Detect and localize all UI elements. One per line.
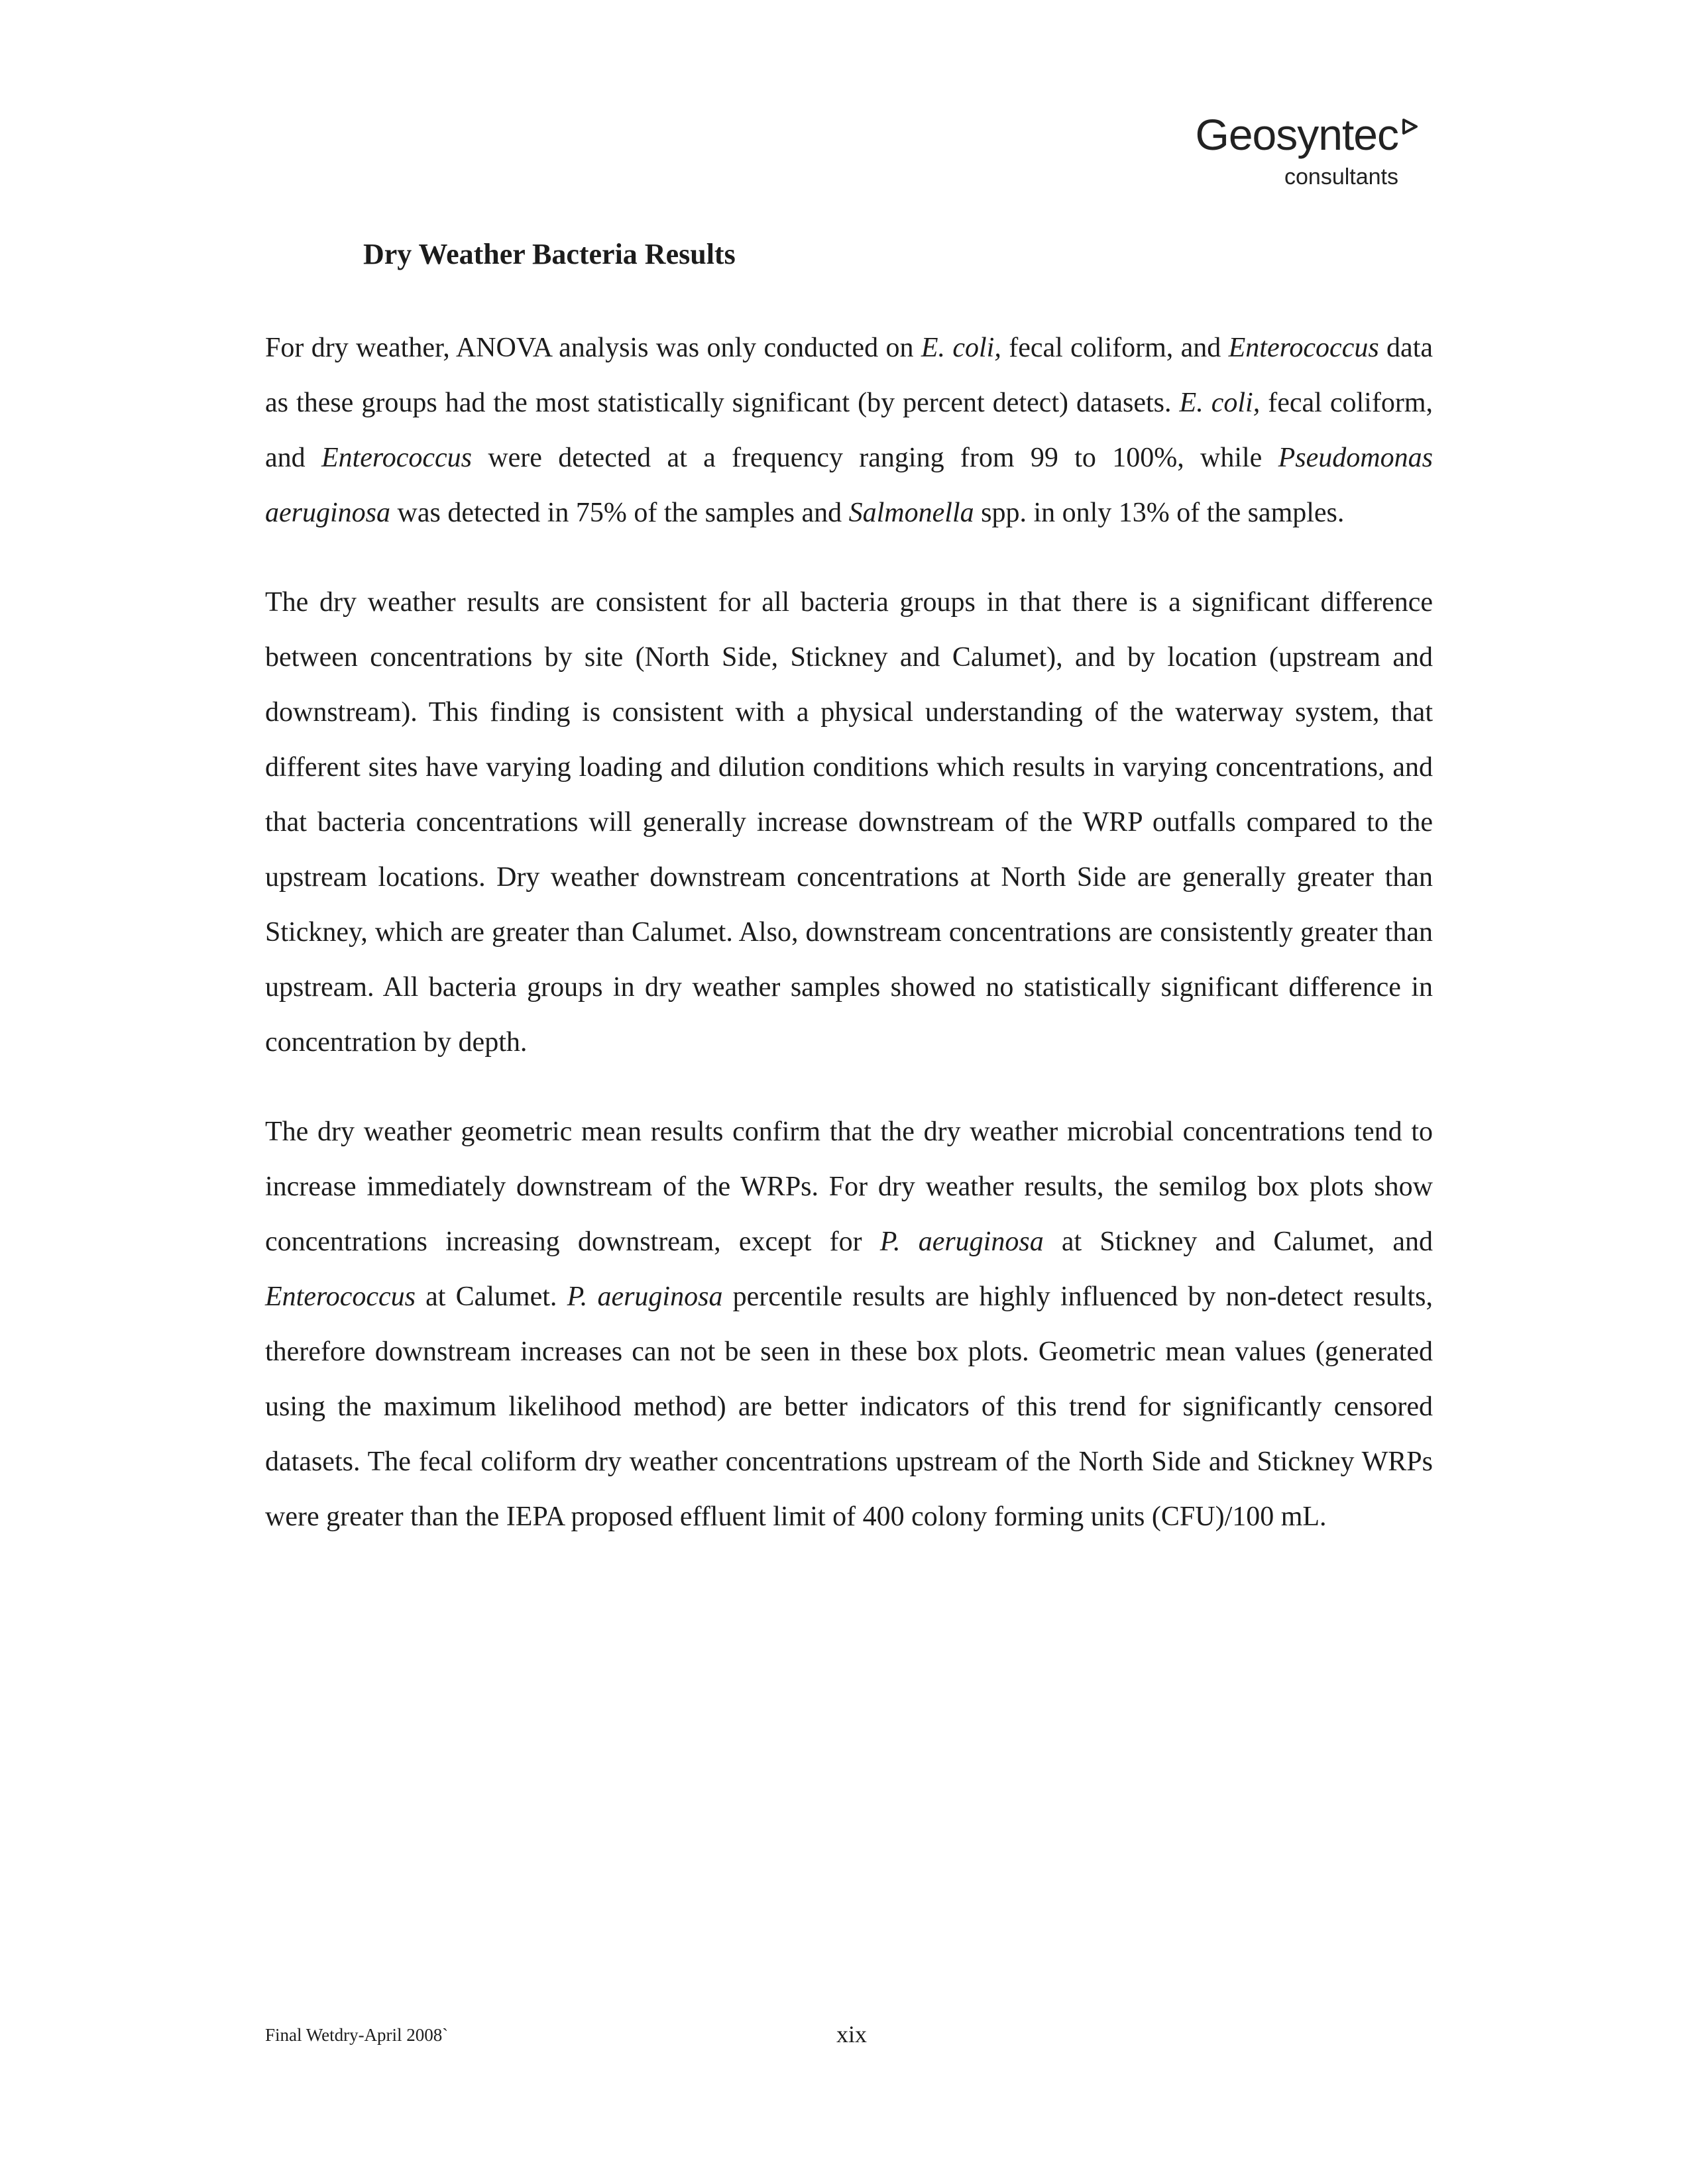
company-logo	[1193, 110, 1418, 205]
text-run: fecal coliform, and	[1001, 333, 1229, 363]
text-run: percentile results are highly influenced by non-detect results, therefore downstream increases can not be seen in these box plots. Geometric mean values (generated using the maximum likelihood method) are better indicators of this trend for significantly censored datasets. The fecal coliform dry weather concentrations upstream of the North Side and Stickney WRPs were greater than the IEPA proposed effluent limit of 400 colony forming units (CFU)/100 mL.	[265, 1282, 1434, 1532]
text-run: spp. in only 13% of the samples.	[974, 498, 1345, 528]
text-run: were detected at a frequency ranging from 99 to 100%, while	[472, 443, 1278, 473]
italic-term: Enterococcus	[321, 443, 472, 473]
italic-term: P. aeruginosa	[879, 1227, 1044, 1257]
text-run: For dry weather, ANOVA analysis was only conducted on	[265, 333, 921, 363]
section-heading: Dry Weather Bacteria Results	[363, 238, 736, 270]
paragraph	[265, 575, 1433, 1070]
footer-document-label: Final Wetdry-April 2008`	[265, 2025, 449, 2045]
text-run: was detected in 75% of the samples and	[390, 498, 849, 528]
italic-term: Salmonella	[848, 498, 974, 528]
italic-term: E. coli,	[1179, 388, 1261, 418]
text-run: The dry weather results are consistent for all bacteria groups in that there is a significant difference between concentrations by site (North Side, Stickney and Calumet), and by location (upstream and downstream). This finding is consistent with a physical understanding of the waterway system, that different sites have varying loading and dilution conditions which results in varying concentrations, and that bacteria concentrations will generally increase downstream of the WRP outfalls compared to the upstream locations. Dry weather downstream concentrations at North Side are generally greater than Stickney, which are greater than Calumet. Also, downstream concentrations are consistently greater than upstream. All bacteria groups in dry weather samples showed no statistically significant difference in concentration by depth.	[265, 587, 1433, 1058]
italic-term: Pseudomonas aeruginosa	[265, 443, 1433, 528]
logo-subtitle: consultants	[1284, 164, 1398, 190]
italic-term: P. aeruginosa	[567, 1282, 723, 1312]
paragraph	[265, 321, 1433, 541]
text-run: at Stickney and Calumet, and	[1043, 1227, 1433, 1257]
paragraph	[265, 1105, 1433, 1545]
triangle-outline-icon	[1401, 118, 1418, 135]
page-number: xix	[836, 2021, 868, 2048]
italic-term: Enterococcus	[265, 1282, 416, 1312]
text-run: The dry weather geometric mean results confirm that the dry weather microbial concentrations tend to increase immediately downstream of the WRPs. For dry weather results, the semilog box plots show concentrations increasing downstream, except for	[265, 1117, 1433, 1257]
italic-term: E. coli,	[921, 333, 1001, 363]
text-run: data as these groups had the most statistically significant (by percent detect) datasets.	[265, 333, 1434, 418]
text-run: at Calumet.	[416, 1282, 567, 1312]
text-run: fecal coliform, and	[265, 388, 1433, 473]
logo-name: Geosyntec	[1195, 110, 1398, 159]
italic-term: Enterococcus	[1228, 333, 1379, 363]
body-text	[265, 321, 1433, 1579]
